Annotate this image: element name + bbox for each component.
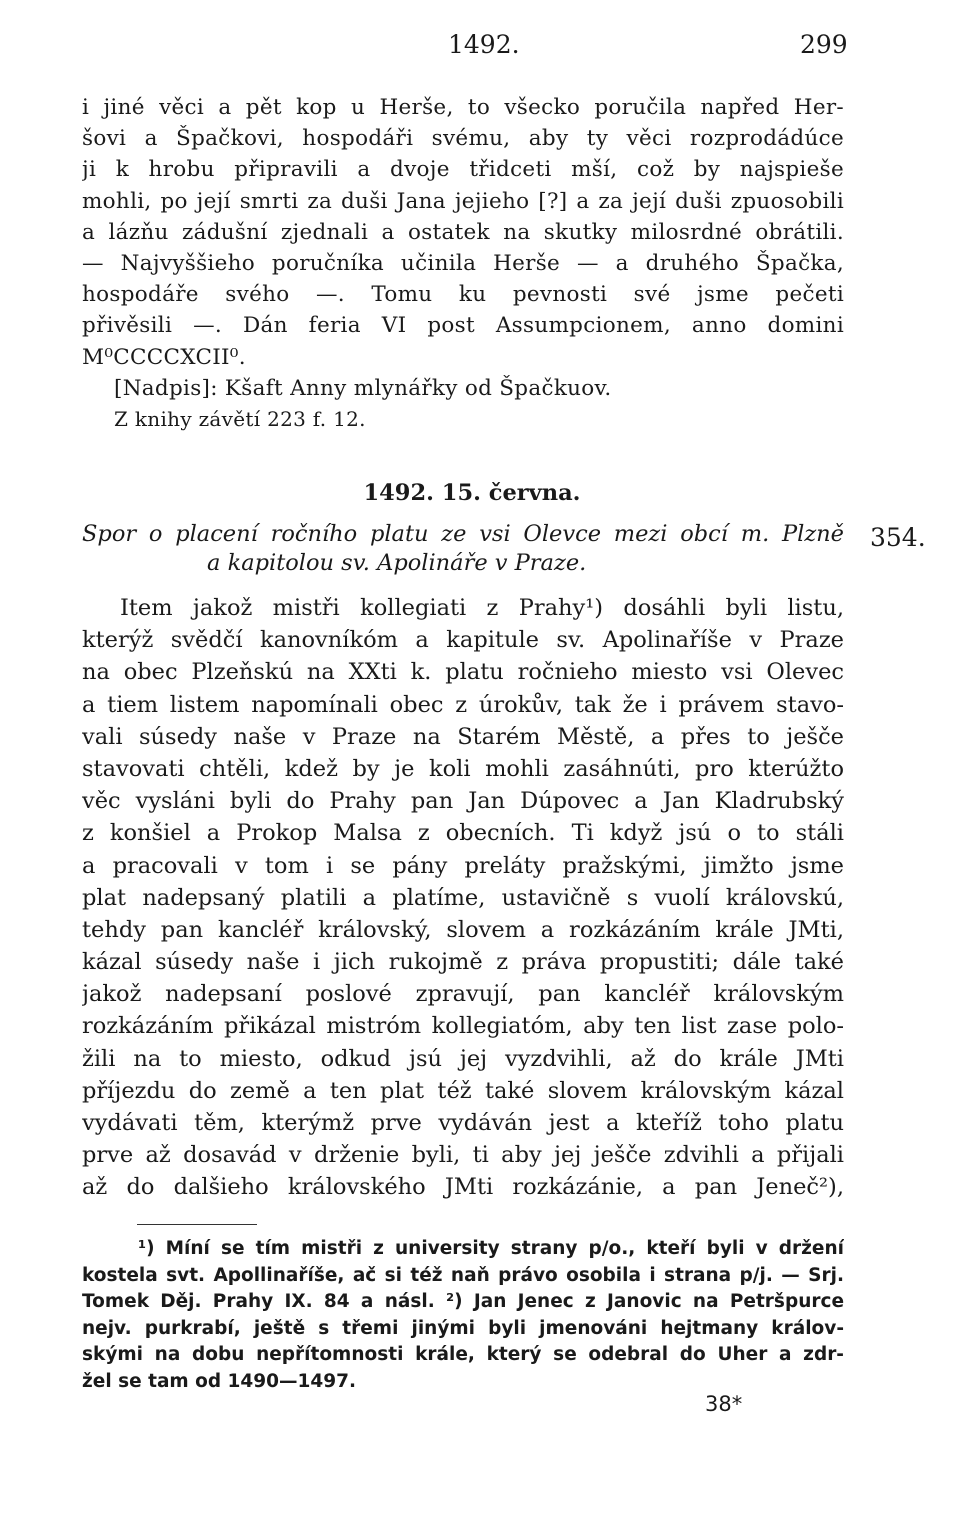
- running-header-year: 1492.: [448, 30, 520, 59]
- title-line: a kapitolou sv. Apolináře v Praze.: [207, 550, 587, 576]
- text-line: Item jakož mistři kollegiati z Prahy¹) dosáhli byli listu,: [120, 595, 844, 621]
- text-line: prve až dosavád v drženie byli, ti aby jej ješče zdvihli a přijali: [82, 1142, 844, 1169]
- text-line: na obec Plzeňskú na XXti k. platu ročnieho miesto vsi Olevec: [82, 659, 844, 686]
- document-number: 354.: [870, 523, 926, 552]
- footnote-line: nejv. purkrabí, ještě s třemi jinými byli jmenováni hejtmany králov-: [82, 1317, 844, 1339]
- text-line: šovi a Špačkovi, hospodáři svému, aby ty věci rozprodádúce: [82, 126, 844, 152]
- text-line: a tiem listem napomínali obec z úrokův, tak že i právem stavo-: [82, 691, 844, 718]
- text-line: vali súsedy naše v Praze na Starém Městě, a přes to ješče: [82, 723, 844, 750]
- date-heading: 1492. 15. června.: [363, 480, 581, 506]
- text-line: M⁰CCCCXCII⁰.: [82, 344, 246, 370]
- text-line: z konšiel a Prokop Malsa z obecních. Ti když jsú o to stáli: [82, 820, 844, 847]
- document-body: [82, 592, 844, 1204]
- text-line: věc vysláni byli do Prahy pan Jan Dúpovec a Jan Kladrubský: [82, 788, 844, 815]
- text-line: žili na to miesto, odkud jsú jej vyzdvihli, až do krále JMti: [82, 1045, 844, 1072]
- text-line: kázal súsedy naše i jich rukojmě z práva propustiti; dále také: [82, 949, 844, 976]
- text-line: tehdy pan kancléř královský, slovem a rozkázáním krále JMti,: [82, 916, 844, 943]
- footnote-line: kostela svt. Apollinaříše, ač si též naň právo osobila i strana p/j. — Srj.: [82, 1264, 844, 1286]
- signature-mark: 38*: [705, 1392, 743, 1416]
- source-citation: Z knihy závětí 223 f. 12.: [114, 406, 366, 431]
- document-title: [82, 520, 844, 578]
- text-line: jakož nadepsaní poslové zpravují, pan kancléř královským: [82, 981, 844, 1008]
- footnote-line: žel se tam od 1490—1497.: [82, 1370, 357, 1392]
- footnote-line: skými na dobu nepřítomnosti krále, který se odebral do Uher a zdr-: [82, 1344, 844, 1365]
- text-line: vydávati těm, kterýmž prve vydáván jest a kteříž toho platu: [82, 1110, 844, 1136]
- text-line: až do dalšieho královského JMti rozkázánie, a pan Jeneč²),: [82, 1174, 844, 1201]
- text-line: a pracovali v tom i se pány preláty pražskými, jimžto jsme: [82, 852, 844, 879]
- text-line: plat nadepsaný platili a platíme, ustavičně s vuolí královskú,: [82, 884, 844, 911]
- text-line: příjezdu do země a ten plat též také slovem královským kázal: [82, 1077, 844, 1104]
- text-line: — Najvyššieho poručníka učinila Herše — a druhého Špačka,: [82, 250, 844, 276]
- nadpis-line: [Nadpis]: Kšaft Anny mlynářky od Špačkuov.: [114, 375, 612, 401]
- text-line: ji k hrobu připravili a dvoje třidceti mší, což by najspieše: [82, 157, 844, 183]
- preceding-document-text: [82, 92, 844, 435]
- text-line: kterýž svědčí kanovníkóm a kapitule sv. Apolinaříše v Praze: [82, 627, 844, 654]
- text-line: hospodáře svého —. Tomu ku pevnosti své jsme pečeti: [82, 282, 844, 308]
- footnote-line: ¹) Míní se tím mistři z university strany p/o., kteří byli v držení: [138, 1238, 844, 1259]
- text-line: rozkázáním přikázal mistróm kollegiatóm, aby ten list zase polo-: [82, 1013, 844, 1040]
- title-line: Spor o placení ročního platu ze vsi Olevce mezi obcí m. Plzně: [82, 521, 844, 547]
- footnote-divider: [137, 1224, 257, 1225]
- text-line: i jiné věci a pět kop u Herše, to všecko poručila napřed Her-: [82, 95, 844, 120]
- page-number: 299: [800, 30, 848, 59]
- text-line: přivěsili —. Dán feria VI post Assumpcionem, anno domini: [82, 313, 844, 339]
- footnotes: [82, 1236, 844, 1395]
- footnote-line: Tomek Děj. Prahy IX. 84 a násl. ²) Jan Jenec z Janovic na Petršpurce: [82, 1291, 844, 1312]
- text-line: stavovati chtěli, kdež by je koli mohli zasáhnúti, pro kterúžto: [82, 755, 844, 782]
- text-line: mohli, po její smrti za duši Jana jejieho [?] a za její duši zpuosobili: [82, 188, 844, 214]
- text-line: a lázňu zádušní zjednali a ostatek na skutky milosrdné obrátili.: [82, 219, 844, 245]
